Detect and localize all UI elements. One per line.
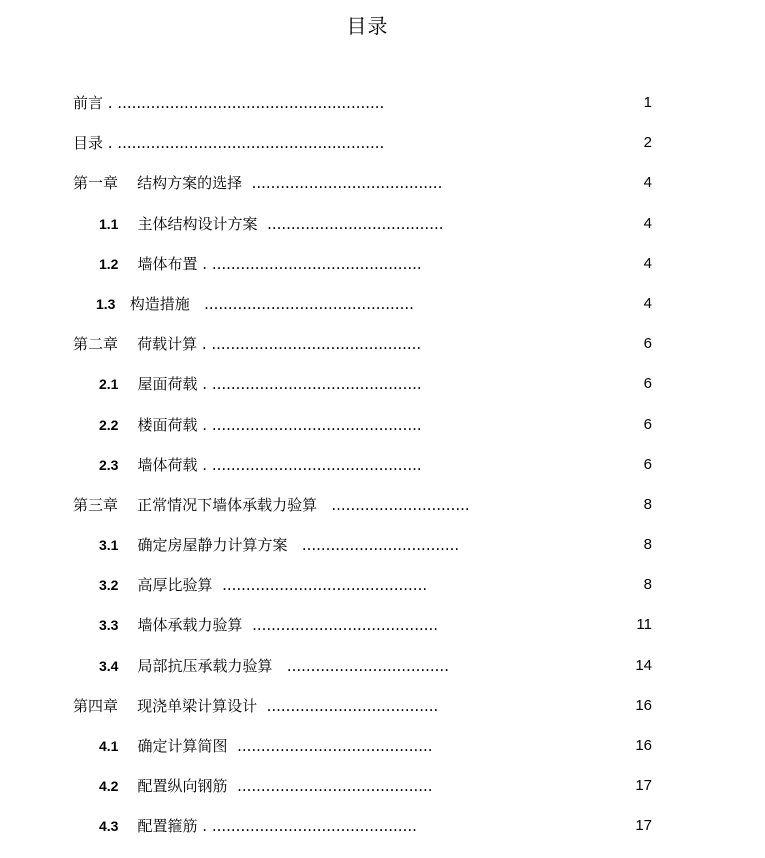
toc-entry-section-3-3[interactable] — [0, 605, 765, 645]
toc-entry-chapter-1[interactable] — [0, 163, 765, 203]
toc-entry-text: 第一章 结构方案的选择 ........................................ — [73, 174, 443, 193]
toc-entry-chapter-3[interactable] — [0, 485, 765, 525]
toc-entry-section-2-1[interactable] — [0, 364, 765, 404]
toc-entry-label — [99, 766, 433, 806]
toc-page-number: 2 — [643, 134, 652, 152]
toc-entry-section-4-3[interactable] — [0, 806, 765, 846]
toc-entry-text: 配置箍筋 . ........................................... — [118, 817, 417, 836]
section-number: 2.1 — [99, 376, 119, 393]
toc-entry-text: 局部抗压承载力验算 .................................. — [118, 656, 449, 675]
page-title: 目录 — [346, 14, 389, 38]
section-number: 3.1 — [99, 537, 119, 554]
toc-entry-label — [99, 405, 422, 445]
toc-entry-text: 确定房屋静力计算方案 ................................. — [118, 536, 460, 555]
section-number: 1.1 — [99, 215, 119, 232]
toc-page-number: 8 — [643, 536, 652, 554]
toc-entry-text: 配置纵向钢筋 ......................................... — [118, 777, 433, 796]
section-number: 4.2 — [99, 778, 119, 795]
toc-page-number: 4 — [643, 174, 652, 192]
toc-page-number: 17 — [635, 777, 652, 795]
section-number: 1.2 — [99, 255, 119, 272]
section-number: 1.3 — [96, 295, 116, 312]
toc-entry-section-1-3[interactable] — [0, 284, 765, 324]
toc-entry-preface[interactable] — [0, 83, 765, 123]
toc-entry-chapter-2[interactable] — [0, 324, 765, 364]
toc-page-number: 4 — [643, 294, 652, 312]
toc-entry-section-1-2[interactable] — [0, 244, 765, 284]
toc-page-number: 8 — [643, 576, 652, 594]
section-number: 3.2 — [99, 577, 119, 594]
toc-entry-label — [99, 646, 449, 686]
toc-entry-section-4-2[interactable] — [0, 766, 765, 806]
toc-entry-contents[interactable] — [0, 123, 765, 163]
toc-page-number: 6 — [643, 455, 652, 473]
toc-page-number: 17 — [635, 817, 652, 835]
toc-page-number: 8 — [643, 495, 652, 513]
toc-page-number: 16 — [635, 696, 652, 714]
toc-entry-text: 楼面荷载 . ............................................ — [118, 415, 422, 434]
toc-page-number: 4 — [643, 214, 652, 232]
section-number: 4.1 — [99, 738, 119, 754]
toc-entry-text: 屋面荷载 . ............................................ — [118, 375, 422, 394]
section-number: 2.2 — [99, 416, 119, 433]
section-number: 2.3 — [99, 456, 119, 473]
section-number: 3.3 — [99, 617, 119, 634]
toc-entry-label — [99, 244, 422, 284]
toc-entry-label — [99, 605, 438, 645]
toc-page-number: 6 — [643, 415, 652, 433]
toc-entry-section-1-1[interactable] — [0, 204, 765, 244]
section-number: 3.4 — [99, 657, 119, 674]
toc-entry-label — [99, 525, 459, 565]
section-number: 4.3 — [99, 818, 119, 835]
toc-entry-text: 墙体布置 . ............................................ — [118, 254, 422, 273]
toc-entry-text: 第二章 荷载计算 . ............................................ — [73, 335, 422, 354]
toc-entry-label — [99, 565, 427, 605]
toc-page-number: 1 — [643, 94, 652, 111]
toc-entry-label — [99, 364, 422, 404]
toc-page-number: 6 — [643, 335, 652, 353]
toc-entry-section-3-1[interactable] — [0, 525, 765, 565]
toc-page-number: 11 — [636, 616, 652, 634]
toc-entry-label — [96, 284, 414, 324]
toc-entry-label — [99, 806, 417, 846]
toc-page-number: 16 — [635, 737, 652, 754]
toc-entry-text: 高厚比验算 ........................................... — [118, 576, 428, 595]
toc-page-number: 6 — [643, 375, 652, 393]
toc-entry-text: 第四章 现浇单梁计算设计 .................................... — [73, 696, 439, 715]
toc-entry-text: 前言 . ........................................................ — [73, 94, 385, 112]
toc-entry-text: 确定计算简图 ......................................... — [118, 737, 433, 755]
toc-entry-text: 目录 . ........................................................ — [73, 134, 385, 153]
toc-page-number: 4 — [643, 254, 652, 272]
toc-entry-text: 构造措施 ............................................ — [115, 294, 414, 313]
toc-entry-text: 墙体荷载 . ............................................ — [118, 455, 422, 474]
toc-entry-section-2-2[interactable] — [0, 405, 765, 445]
table-of-contents — [0, 83, 765, 847]
toc-entry-section-4-1[interactable] — [0, 726, 765, 766]
toc-entry-section-3-4[interactable] — [0, 646, 765, 686]
toc-entry-text: 墙体承载力验算 ....................................... — [118, 616, 439, 635]
toc-entry-section-2-3[interactable] — [0, 445, 765, 485]
toc-entry-text: 第三章 正常情况下墙体承载力验算 ............................. — [73, 495, 470, 514]
toc-entry-label — [99, 726, 433, 766]
toc-entry-label — [99, 204, 444, 244]
toc-entry-chapter-4[interactable] — [0, 686, 765, 726]
toc-entry-text: 主体结构设计方案 ..................................... — [118, 214, 444, 233]
toc-page-number: 14 — [635, 656, 652, 674]
toc-entry-label — [99, 445, 422, 485]
toc-entry-section-3-2[interactable] — [0, 565, 765, 605]
